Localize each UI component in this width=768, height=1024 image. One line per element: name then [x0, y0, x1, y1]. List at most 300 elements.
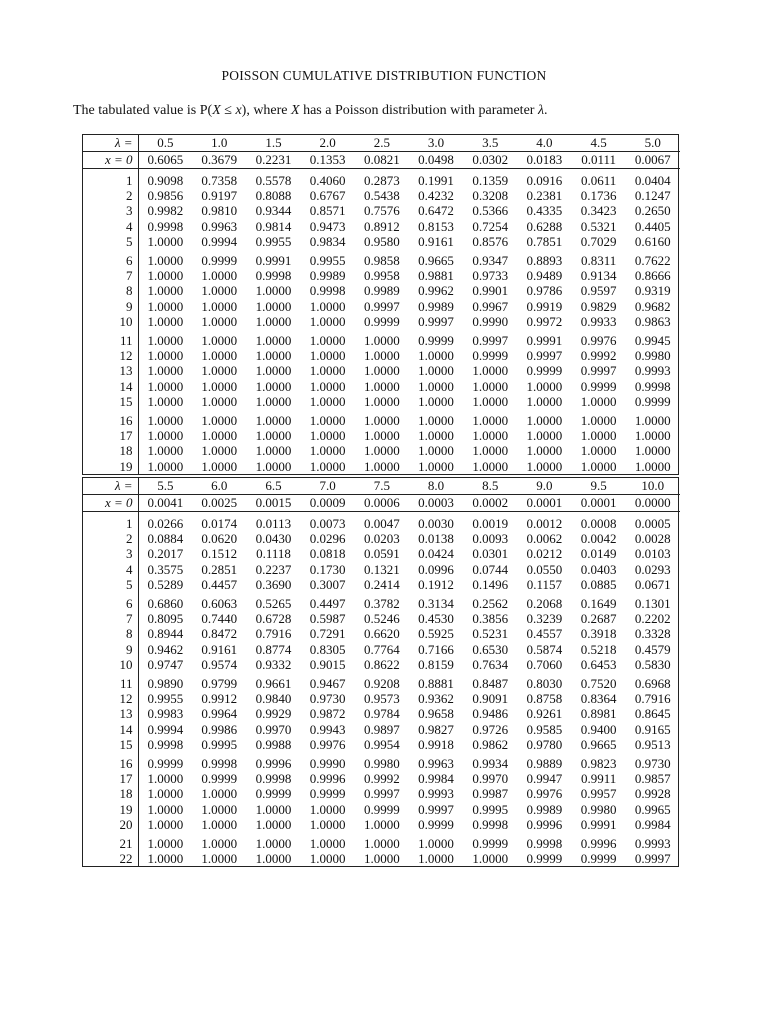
table-cell: 0.9999 [363, 313, 400, 329]
table-cell: 0.9995 [472, 801, 509, 817]
table-row [83, 152, 680, 169]
table-cell: 0.0620 [201, 531, 238, 547]
table-cell: 0.0111 [572, 152, 626, 169]
table-cell: 1.0000 [147, 851, 184, 867]
table-cell: 1.0000 [309, 333, 346, 349]
table-cell: 0.9858 [363, 253, 400, 269]
table-cell: 0.9993 [634, 836, 671, 852]
x-label: x = 0 [83, 152, 138, 169]
table-cell: 1.0000 [147, 333, 184, 349]
table-cell: 0.1247 [634, 188, 671, 204]
intro-leq: ≤ [220, 103, 236, 118]
table-cell: 0.0073 [309, 516, 346, 531]
table-cell: 0.9945 [634, 333, 671, 349]
table-cell: 1.0000 [309, 378, 346, 394]
table-cell: 1.0000 [147, 771, 184, 787]
table-cell: 0.0015 [246, 495, 300, 512]
table-cell: 0.9473 [309, 218, 346, 234]
lambda-header-cell: 8.0 [409, 478, 463, 495]
table-cell: 1.0000 [201, 413, 238, 429]
table-cell: 0.9986 [201, 721, 238, 737]
table-cell: 1.0000 [201, 428, 238, 444]
table-cell: 0.8981 [580, 706, 617, 722]
x-label: 4 [83, 219, 138, 234]
table-row [83, 443, 680, 458]
intro-variable-2: X [291, 103, 300, 118]
table-cell: 0.9730 [309, 691, 346, 707]
table-cell: 0.9999 [580, 378, 617, 394]
table-row [83, 379, 680, 394]
table-cell: 0.9998 [201, 756, 238, 772]
table-cell: 0.0183 [517, 152, 571, 169]
table-cell: 1.0000 [472, 443, 509, 459]
table-cell: 0.9980 [363, 756, 400, 772]
table-cell: 1.0000 [526, 443, 563, 459]
x-label: 17 [83, 428, 138, 443]
table-cell: 1.0000 [201, 313, 238, 329]
table-cell: 0.6160 [634, 233, 671, 249]
table-row [83, 752, 680, 771]
table-cell: 0.9857 [634, 771, 671, 787]
table-cell: 1.0000 [147, 298, 184, 314]
x-label: 2 [83, 531, 138, 546]
table-cell: 0.9814 [255, 218, 292, 234]
table-cell: 0.1730 [309, 561, 346, 577]
table-cell: 0.9400 [580, 721, 617, 737]
table-cell: 0.9098 [147, 173, 184, 188]
table-cell: 0.9965 [634, 801, 671, 817]
table-cell: 1.0000 [201, 458, 238, 474]
table-cell: 0.6860 [147, 596, 184, 612]
table-cell: 0.0009 [301, 495, 355, 512]
table-cell: 1.0000 [147, 428, 184, 444]
x-label: 19 [83, 802, 138, 817]
table-cell: 1.0000 [147, 283, 184, 299]
table-cell: 0.9998 [147, 736, 184, 752]
table-cell: 1.0000 [255, 428, 292, 444]
table-cell: 0.0093 [472, 531, 509, 547]
table-cell: 0.9962 [418, 283, 454, 299]
table-cell: 0.9963 [201, 218, 238, 234]
intro-prefix: The tabulated value is P( [73, 103, 213, 118]
table-cell: 0.5578 [255, 173, 292, 188]
table-row [83, 249, 680, 268]
table-row [83, 169, 680, 189]
table-cell: 1.0000 [418, 413, 454, 429]
table-cell: 0.9486 [472, 706, 509, 722]
table-cell: 0.0041 [138, 495, 192, 512]
cdf-table [83, 478, 680, 866]
x-label: 12 [83, 348, 138, 363]
table-cell: 0.0550 [526, 561, 563, 577]
table-row [83, 234, 680, 249]
table-cell: 0.9984 [634, 816, 671, 832]
table-cell: 0.0113 [255, 516, 292, 531]
table-row [83, 706, 680, 721]
table-cell: 0.8881 [418, 676, 454, 692]
table-cell: 0.9823 [580, 756, 617, 772]
table-cell: 0.8893 [526, 253, 563, 269]
table-cell: 1.0000 [147, 816, 184, 832]
lambda-header-cell: 3.5 [463, 135, 517, 152]
table-cell: 0.9999 [526, 851, 563, 867]
lambda-header-cell: 0.5 [138, 135, 192, 152]
table-cell: 0.0301 [472, 546, 509, 562]
table-cell: 0.1649 [580, 596, 617, 612]
table-cell: 0.3423 [580, 203, 617, 219]
x-label: 3 [83, 203, 138, 218]
table-row [83, 786, 680, 801]
table-cell: 0.0996 [418, 561, 454, 577]
table-cell: 1.0000 [309, 851, 346, 867]
table-row [83, 802, 680, 817]
table-cell: 0.6728 [255, 611, 292, 627]
table-cell: 0.1353 [301, 152, 355, 169]
table-cell: 0.2414 [363, 576, 400, 592]
table-cell: 0.5321 [580, 218, 617, 234]
intro-x: x [235, 103, 242, 118]
table-cell: 0.9999 [363, 801, 400, 817]
table-cell: 0.0062 [526, 531, 563, 547]
table-cell: 0.8153 [418, 218, 454, 234]
table-cell: 1.0000 [580, 458, 617, 474]
table-row [83, 546, 680, 561]
poisson-table-1 [82, 134, 679, 475]
table-cell: 0.4405 [634, 218, 671, 234]
table-cell: 0.0404 [634, 173, 671, 188]
table-cell: 0.9661 [255, 676, 292, 692]
table-cell: 0.9134 [580, 268, 617, 284]
intro-text [73, 103, 548, 119]
table-cell: 0.0103 [634, 546, 671, 562]
table-cell: 0.9665 [580, 736, 617, 752]
table-cell: 0.9998 [255, 771, 292, 787]
table-cell: 0.9997 [363, 786, 400, 802]
table-cell: 0.9992 [580, 348, 617, 364]
table-cell: 0.9165 [634, 721, 671, 737]
x-label: 18 [83, 443, 138, 458]
x-label: 13 [83, 706, 138, 721]
table-cell: 0.1512 [201, 546, 238, 562]
table-cell: 0.0008 [580, 516, 617, 531]
table-cell: 0.2017 [147, 546, 184, 562]
table-cell: 0.9980 [580, 801, 617, 817]
table-row [83, 832, 680, 851]
table-cell: 0.9997 [472, 333, 509, 349]
table-cell: 0.1359 [472, 173, 509, 188]
table-cell: 0.7622 [634, 253, 671, 269]
table-cell: 0.9993 [418, 786, 454, 802]
table-cell: 0.7916 [634, 691, 671, 707]
table-cell: 0.9955 [309, 253, 346, 269]
table-cell: 0.7916 [255, 626, 292, 642]
table-cell: 0.9784 [363, 706, 400, 722]
table-cell: 0.9989 [309, 268, 346, 284]
table-cell: 1.0000 [255, 413, 292, 429]
table-cell: 0.9889 [526, 756, 563, 772]
table-cell: 0.0302 [463, 152, 517, 169]
table-row [83, 348, 680, 363]
table-cell: 0.9980 [634, 348, 671, 364]
table-cell: 1.0000 [201, 836, 238, 852]
table-row [83, 428, 680, 443]
table-cell: 0.9997 [526, 348, 563, 364]
table-cell: 0.5246 [363, 611, 400, 627]
table-cell: 1.0000 [363, 816, 400, 832]
table-cell: 0.2202 [634, 611, 671, 627]
table-cell: 0.9918 [418, 736, 454, 752]
table-row [83, 771, 680, 786]
table-cell: 1.0000 [472, 393, 509, 409]
table-cell: 0.2381 [526, 188, 563, 204]
x-label: 3 [83, 546, 138, 561]
table-cell: 0.8622 [363, 656, 400, 672]
lambda-header-cell: 2.5 [355, 135, 409, 152]
table-cell: 1.0000 [201, 393, 238, 409]
intro-end: . [544, 103, 548, 118]
table-cell: 0.9994 [201, 233, 238, 249]
table-cell: 1.0000 [147, 348, 184, 364]
table-cell: 0.9897 [363, 721, 400, 737]
table-row [83, 851, 680, 866]
table-cell: 0.9665 [418, 253, 454, 269]
table-cell: 0.3208 [472, 188, 509, 204]
lambda-label: λ = [83, 135, 138, 152]
table-cell: 0.9780 [526, 736, 563, 752]
table-cell: 0.9997 [418, 801, 454, 817]
table-cell: 0.9997 [363, 298, 400, 314]
table-cell: 0.5366 [472, 203, 509, 219]
table-cell: 0.0671 [634, 576, 671, 592]
table-cell: 0.7764 [363, 641, 400, 657]
table-cell: 0.9573 [363, 691, 400, 707]
x-label: 7 [83, 611, 138, 626]
table-cell: 0.9976 [309, 736, 346, 752]
lambda-header-cell: 7.0 [301, 478, 355, 495]
table-cell: 0.0591 [363, 546, 400, 562]
table-cell: 1.0000 [201, 816, 238, 832]
table-cell: 1.0000 [147, 393, 184, 409]
table-cell: 0.9161 [201, 641, 238, 657]
table-cell: 0.9261 [526, 706, 563, 722]
table-row [83, 512, 680, 532]
table-cell: 1.0000 [255, 298, 292, 314]
table-row [83, 672, 680, 691]
table-cell: 0.9161 [418, 233, 454, 249]
table-cell: 0.9990 [309, 756, 346, 772]
table-cell: 0.9799 [201, 676, 238, 692]
table-cell: 0.9967 [472, 298, 509, 314]
lambda-header-cell: 6.5 [246, 478, 300, 495]
table-row [83, 203, 680, 218]
table-cell: 0.9998 [526, 836, 563, 852]
table-cell: 1.0000 [201, 378, 238, 394]
table-cell: 0.9970 [255, 721, 292, 737]
table-cell: 1.0000 [309, 413, 346, 429]
table-row [83, 691, 680, 706]
table-cell: 1.0000 [147, 313, 184, 329]
table-cell: 0.3328 [634, 626, 671, 642]
table-cell: 0.4232 [418, 188, 454, 204]
table-cell: 0.4457 [201, 576, 238, 592]
lambda-header-cell: 9.0 [517, 478, 571, 495]
table-cell: 0.6767 [309, 188, 346, 204]
table-cell: 0.9733 [472, 268, 509, 284]
lambda-header-cell: 1.5 [246, 135, 300, 152]
lambda-header-cell: 6.0 [192, 478, 246, 495]
table-cell: 0.9862 [472, 736, 509, 752]
x-label: 4 [83, 562, 138, 577]
table-cell: 0.9856 [147, 188, 184, 204]
table-cell: 0.9208 [363, 676, 400, 692]
table-cell: 0.8576 [472, 233, 509, 249]
table-cell: 0.9091 [472, 691, 509, 707]
table-cell: 1.0000 [309, 348, 346, 364]
table-cell: 1.0000 [147, 458, 184, 474]
table-cell: 0.5438 [363, 188, 400, 204]
table-cell: 0.9901 [472, 283, 509, 299]
table-cell: 1.0000 [309, 816, 346, 832]
table-cell: 0.9999 [418, 333, 454, 349]
table-cell: 0.9957 [580, 786, 617, 802]
table-cell: 1.0000 [147, 801, 184, 817]
table-cell: 0.9972 [526, 313, 563, 329]
table-cell: 0.9955 [255, 233, 292, 249]
table-cell: 1.0000 [201, 268, 238, 284]
table-row [83, 722, 680, 737]
table-cell: 0.1301 [634, 596, 671, 612]
table-cell: 0.9998 [309, 283, 346, 299]
table-cell: 1.0000 [309, 313, 346, 329]
table-row [83, 283, 680, 298]
table-cell: 0.0403 [580, 561, 617, 577]
table-cell: 0.9955 [147, 691, 184, 707]
table-cell: 1.0000 [363, 393, 400, 409]
table-cell: 0.2650 [634, 203, 671, 219]
table-cell: 1.0000 [580, 413, 617, 429]
table-cell: 0.6620 [363, 626, 400, 642]
table-cell: 0.9998 [255, 268, 292, 284]
table-cell: 0.3239 [526, 611, 563, 627]
table-cell: 1.0000 [472, 363, 509, 379]
table-cell: 0.8088 [255, 188, 292, 204]
table-cell: 0.9999 [309, 786, 346, 802]
table-cell: 0.9992 [363, 771, 400, 787]
table-cell: 0.0611 [580, 173, 617, 188]
table-cell: 0.7520 [580, 676, 617, 692]
table-cell: 0.9996 [309, 771, 346, 787]
table-cell: 1.0000 [201, 333, 238, 349]
x-label: 2 [83, 188, 138, 203]
table-cell: 0.0138 [418, 531, 454, 547]
table-cell: 0.9929 [255, 706, 292, 722]
table-cell: 1.0000 [147, 253, 184, 269]
table-cell: 0.1157 [526, 576, 563, 592]
table-cell: 1.0000 [201, 283, 238, 299]
table-cell: 0.9197 [201, 188, 238, 204]
table-cell: 0.9834 [309, 233, 346, 249]
table-cell: 0.0000 [626, 495, 680, 512]
table-cell: 0.8666 [634, 268, 671, 284]
table-cell: 0.9999 [255, 786, 292, 802]
table-cell: 0.9991 [580, 816, 617, 832]
table-cell: 0.9999 [580, 851, 617, 867]
table-cell: 0.9991 [526, 333, 563, 349]
table-cell: 0.0047 [363, 516, 400, 531]
table-cell: 0.0296 [309, 531, 346, 547]
intro-lambda: λ [537, 103, 545, 118]
table-row [83, 817, 680, 832]
table-cell: 0.9827 [418, 721, 454, 737]
table-cell: 1.0000 [472, 851, 509, 867]
table-row [83, 394, 680, 409]
table-cell: 0.4497 [309, 596, 346, 612]
table-cell: 1.0000 [309, 801, 346, 817]
table-cell: 0.8912 [363, 218, 400, 234]
table-cell: 0.9999 [526, 363, 563, 379]
table-cell: 1.0000 [418, 378, 454, 394]
table-cell: 0.8472 [201, 626, 238, 642]
table-cell: 0.5218 [580, 641, 617, 657]
lambda-header-row [83, 135, 680, 152]
table-cell: 0.9726 [472, 721, 509, 737]
table-cell: 1.0000 [526, 378, 563, 394]
table-cell: 0.9999 [418, 816, 454, 832]
table-cell: 0.7440 [201, 611, 238, 627]
x-label: 11 [83, 329, 138, 348]
x-label: 9 [83, 642, 138, 657]
table-row [83, 459, 680, 474]
table-cell: 1.0000 [147, 268, 184, 284]
table-cell: 0.6968 [634, 676, 671, 692]
table-cell: 1.0000 [634, 458, 671, 474]
table-cell: 1.0000 [526, 428, 563, 444]
table-cell: 0.0002 [463, 495, 517, 512]
table-cell: 0.6065 [138, 152, 192, 169]
x-label: 14 [83, 379, 138, 394]
table-cell: 1.0000 [472, 413, 509, 429]
table-cell: 0.0498 [409, 152, 463, 169]
table-cell: 0.6288 [526, 218, 563, 234]
table-cell: 1.0000 [255, 313, 292, 329]
table-cell: 0.9988 [255, 736, 292, 752]
table-row [83, 188, 680, 203]
x-label: 15 [83, 737, 138, 752]
table-cell: 0.0212 [526, 546, 563, 562]
table-cell: 0.1321 [363, 561, 400, 577]
table-cell: 0.9682 [634, 298, 671, 314]
table-cell: 0.1991 [418, 173, 454, 188]
table-cell: 0.9997 [634, 851, 671, 867]
table-cell: 0.0916 [526, 173, 563, 188]
table-cell: 0.0744 [472, 561, 509, 577]
x-label: 18 [83, 786, 138, 801]
table-cell: 0.3856 [472, 611, 509, 627]
table-cell: 0.5265 [255, 596, 292, 612]
table-cell: 1.0000 [147, 363, 184, 379]
table-cell: 0.9881 [418, 268, 454, 284]
table-cell: 1.0000 [201, 298, 238, 314]
table-cell: 1.0000 [255, 393, 292, 409]
x-label: 12 [83, 691, 138, 706]
x-label: 5 [83, 577, 138, 592]
table-cell: 0.8030 [526, 676, 563, 692]
lambda-header-cell: 8.5 [463, 478, 517, 495]
intro-variable: X [212, 103, 221, 118]
table-cell: 0.9997 [580, 363, 617, 379]
table-cell: 0.9970 [472, 771, 509, 787]
table-cell: 0.9954 [363, 736, 400, 752]
